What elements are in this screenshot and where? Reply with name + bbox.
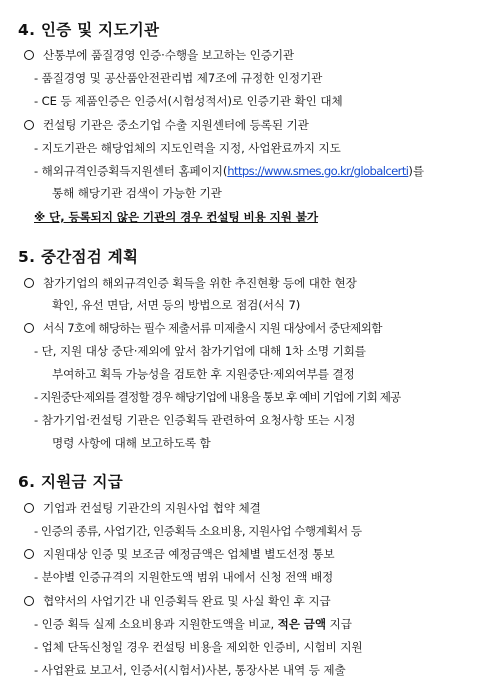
list-item: - 지도기관은 해당업체의 지도인력을 지정, 사업완료까지 지도 (34, 141, 341, 155)
list-item (24, 48, 294, 63)
list-item (24, 321, 382, 336)
list-item: - 단, 지원 대상 중단·제외에 앞서 참가기업에 대해 1차 소명 기회를 (34, 344, 366, 358)
circle-bullet-icon (24, 120, 34, 130)
list-item: - 품질경영 및 공산품안전관리법 제7조에 규정한 인정기관 (34, 71, 323, 85)
item-text: 지급 (329, 617, 352, 631)
list-item: 확인, 유선 면담, 서면 등의 방법으로 점검(서식 7) (52, 298, 301, 312)
list-item (24, 276, 357, 291)
item-text: 협약서의 사업기간 내 인증획득 완료 및 사실 확인 후 지급 (43, 594, 331, 608)
list-item: - 분야별 인증규격의 지원한도액 범위 내에서 신청 전액 배정 (34, 570, 334, 584)
circle-bullet-icon (24, 596, 34, 606)
item-text: 지원대상 인증 및 보조금 예정금액은 업체별 별도선정 통보 (43, 547, 335, 561)
item-text: 컨설팅 기관은 중소기업 수출 지원센터에 등록된 기관 (43, 118, 309, 132)
item-text: 산통부에 품질경영 인증·수행을 보고하는 인증기관 (43, 48, 295, 62)
website-link[interactable]: https://www.smes.go.kr/globalcerti (227, 164, 409, 178)
circle-bullet-icon (24, 503, 34, 513)
circle-bullet-icon (24, 549, 34, 559)
list-item: 통해 해당기관 검색이 가능한 기관 (52, 186, 222, 200)
circle-bullet-icon (24, 278, 34, 288)
item-text: - 해외규격인증획득지원센터 홈페이지( (34, 164, 228, 178)
item-text: )를 (408, 164, 424, 178)
list-item: - 인증의 종류, 사업기간, 인증획득 소요비용, 지원사업 수행계획서 등 (34, 524, 362, 538)
item-text: 참가기업의 해외규격인증 획득을 위한 추진현황 등에 대한 현장 (43, 276, 357, 290)
list-item: 부여하고 획득 가능성을 검토한 후 지원중단·제외여부를 결정 (52, 367, 355, 381)
list-item: - 업체 단독신청일 경우 컨설팅 비용을 제외한 인증비, 시험비 지원 (34, 640, 363, 654)
emphasis-text: 적은 금액 (277, 617, 327, 631)
list-item (34, 617, 352, 632)
list-item (34, 164, 424, 179)
list-item (24, 547, 335, 562)
section-4-title: 4. 인증 및 지도기관 (18, 21, 160, 39)
section-6-title: 6. 지원금 지급 (18, 473, 124, 491)
list-item: 명령 사항에 대해 보고하도록 함 (52, 436, 211, 450)
circle-bullet-icon (24, 323, 34, 333)
item-text: 기업과 컨설팅 기관간의 지원사업 협약 체결 (43, 501, 261, 515)
list-item (24, 118, 309, 133)
list-item: - CE 등 제품인증은 인증서(시험성적서)로 인증기관 확인 대체 (34, 94, 343, 108)
note-text: ※ 단, 등록되지 않은 기관의 경우 컨설팅 비용 지원 불가 (34, 210, 318, 224)
list-item (24, 501, 261, 516)
circle-bullet-icon (24, 50, 34, 60)
section-5-title: 5. 중간점검 계획 (18, 248, 139, 266)
item-text: 서식 7호에 해당하는 필수 제출서류 미제출시 지원 대상에서 중단제외함 (43, 321, 382, 335)
item-text: - 인증 획득 실제 소요비용과 지원한도액을 비교, (34, 617, 275, 631)
list-item: - 지원중단·제외를 결정할 경우 해당기업에 내용을 통보 후 예비 기업에 기회 제공 (34, 390, 401, 404)
list-item: - 사업완료 보고서, 인증서(시험서)사본, 통장사본 내역 등 제출 (34, 663, 346, 677)
list-item: - 참가기업·컨설팅 기관은 인증획득 관련하여 요청사항 또는 시정 (34, 413, 356, 427)
list-item (24, 594, 331, 609)
